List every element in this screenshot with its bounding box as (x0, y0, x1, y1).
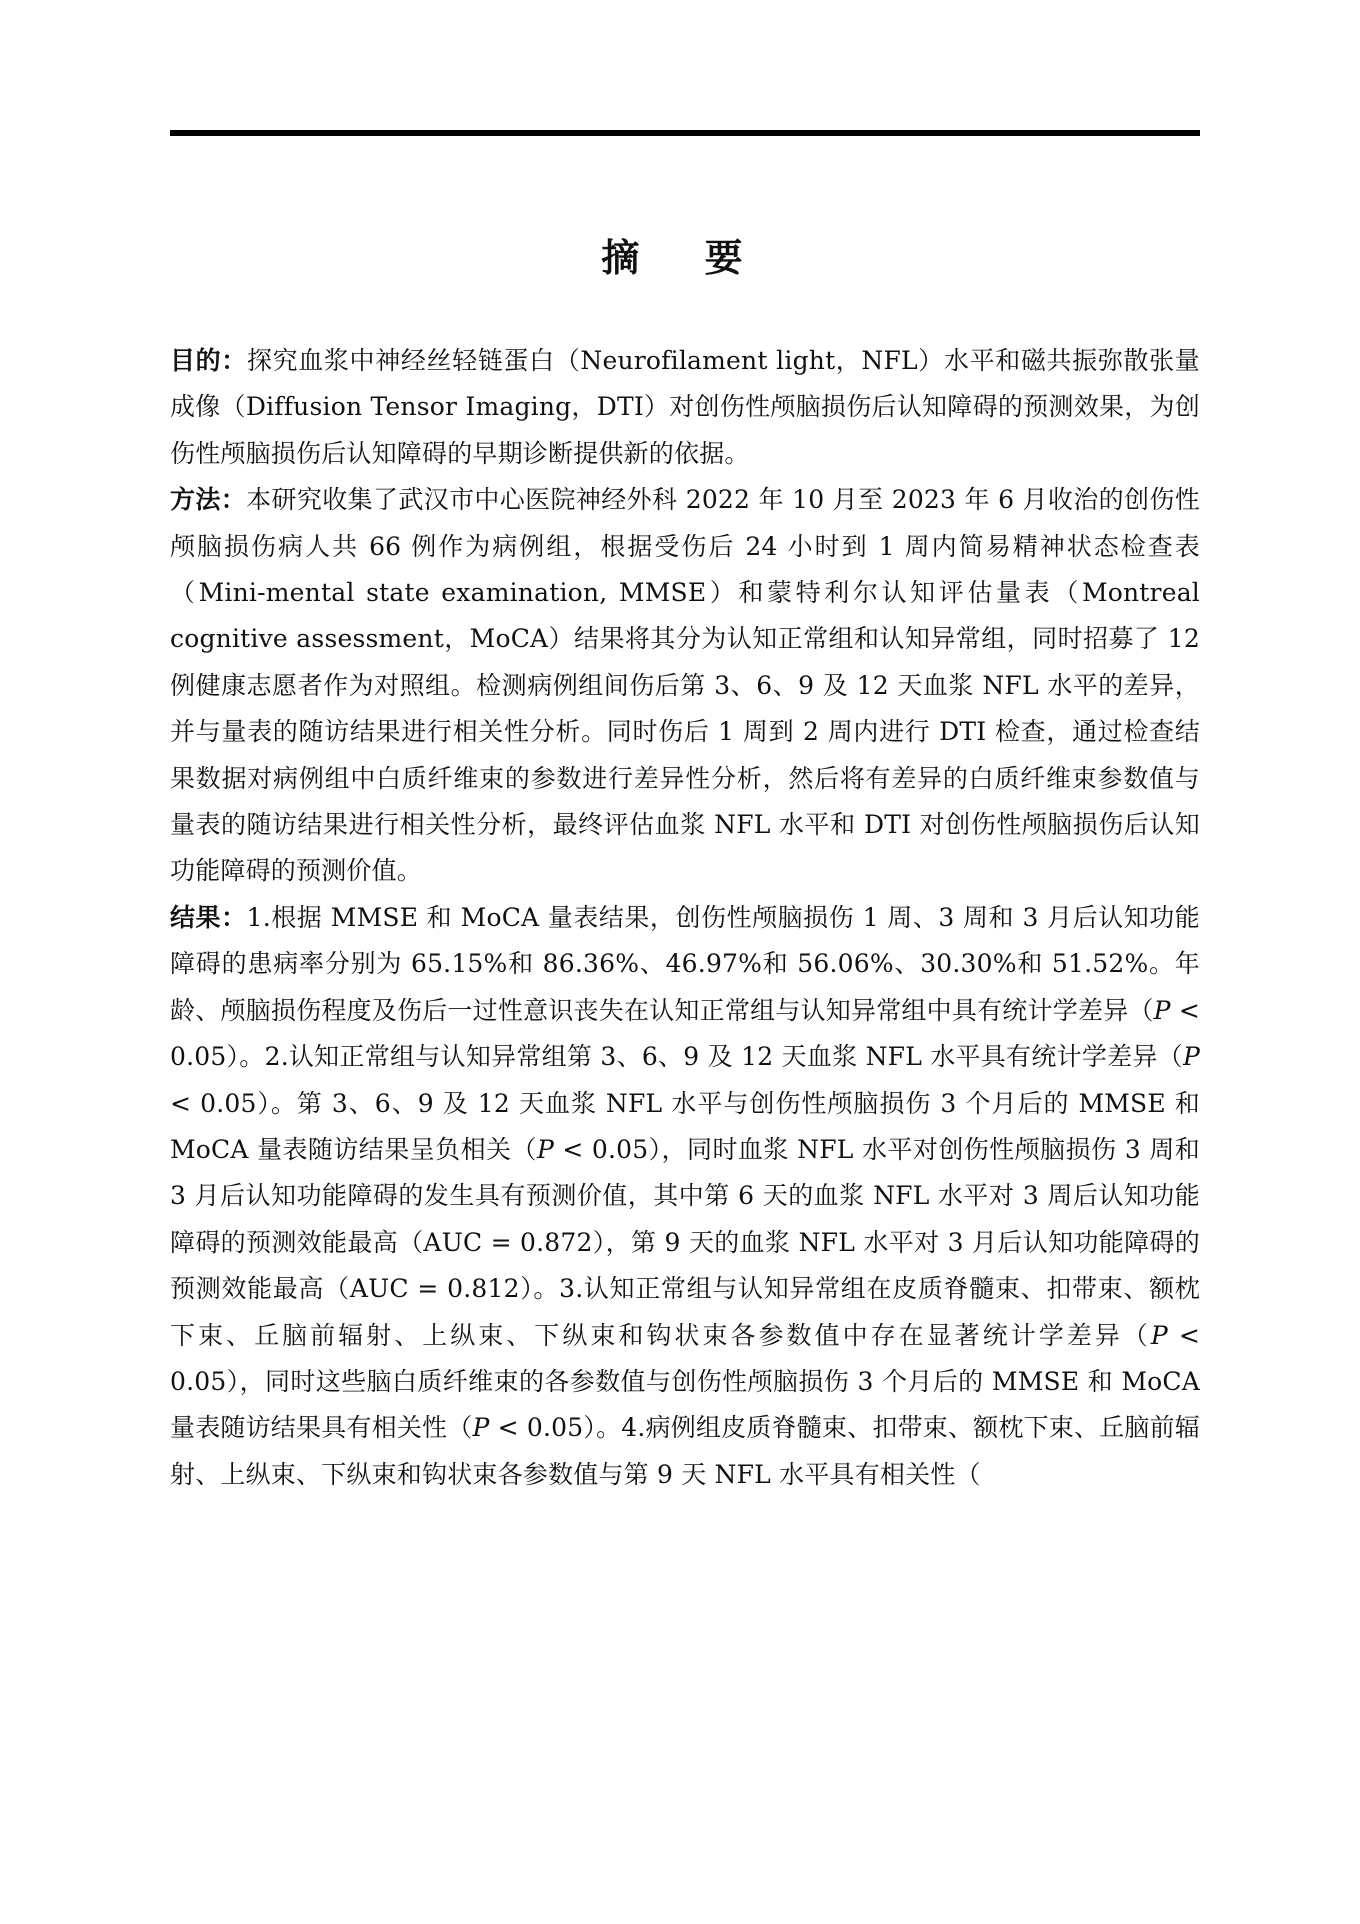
objective-text: 探究血浆中神经丝轻链蛋白（Neurofilament light，NFL）水平和磁共振弥散张量成像（Diffusion Tensor Imaging，DTI）对创伤性颅脑损伤后认知障碍的预测效果，为创伤性颅脑损伤后认知障碍的早期诊断提供新的依据。 (170, 346, 1200, 468)
results-label: 结果： (170, 902, 247, 932)
results-text-5: < 0.05），同时这些脑白质纤维束的各参数值与创伤性颅脑损伤 3 个月后的 MMSE 和 MoCA 量表随访结果具有相关性（ (170, 1320, 1200, 1443)
abstract-title: 摘 要 (601, 236, 769, 280)
methods-text: 本研究收集了武汉市中心医院神经外科 2022 年 10 月至 2023 年 6 月收治的创伤性颅脑损伤病人共 66 例作为病例组，根据受伤后 24 小时到 1 周内简易精神状态检查表（Mini-mental state examination, MMSE）和蒙特利尔认知评估量表（Montreal cognitive assessment，MoCA）结果将其分为认知正常组和认知异常组，同时招募了 12 例健康志愿者作为对照组。检测病例组间伤后第 3、6、9 及 12 天血浆 NFL 水平的差异，并与量表的随访结果进行相关性分析。同时伤后 1 周到 2 周内进行 DTI 检查，通过检查结果数据对病例组中白质纤维束的参数进行差异性分析，然后将有差异的白质纤维束参数值与量表的随访结果进行相关性分析，最终评估血浆 NFL 水平和 DTI 对创伤性颅脑损伤后认知功能障碍的预测价值。 (170, 485, 1200, 886)
results-text-1: 1.根据 MMSE 和 MoCA 量表结果，创伤性颅脑损伤 1 周、3 周和 3 月后认知功能障碍的患病率分别为 65.15%和 86.36%、46.97%和 56.06%、30.30%和 51.52%。年龄、颅脑损伤程度及伤后一过性意识丧失在认知正常组与认知异常组中具有统计学差异（ (170, 902, 1200, 1025)
objective-label: 目的： (170, 346, 247, 375)
p-value-symbol: P (472, 1413, 490, 1443)
p-value-symbol: P (1182, 1042, 1200, 1072)
results-text-4: < 0.05），同时血浆 NFL 水平对创伤性颅脑损伤 3 周和 3 月后认知功能障碍的发生具有预测价值，其中第 6 天的血浆 NFL 水平对 3 周后认知功能障碍的预测效能最高（AUC = 0.872），第 9 天的血浆 NFL 水平对 3 月后认知功能障碍的预测效能最高（AUC = 0.812）。3.认知正常组与认知异常组在皮质脊髓束、扣带束、额枕下束、丘脑前辐射、上纵束、下纵束和钩状束各参数值中存在显著统计学差异（ (170, 1134, 1200, 1350)
p-value-symbol: P (1153, 995, 1171, 1025)
top-rule (170, 130, 1200, 136)
methods-label: 方法： (170, 485, 247, 515)
results-text-2: < 0.05）。2.认知正常组与认知异常组第 3、6、9 及 12 天血浆 NFL 水平具有统计学差异（ (170, 995, 1201, 1072)
abstract-body (170, 338, 1200, 1498)
objective-paragraph (170, 338, 1200, 477)
p-value-symbol: P (536, 1134, 554, 1164)
results-paragraph (170, 895, 1200, 1498)
p-value-symbol: P (1150, 1320, 1168, 1350)
results-text-3: < 0.05）。第 3、6、9 及 12 天血浆 NFL 水平与创伤性颅脑损伤 3 个月后的 MMSE 和 MoCA 量表随访结果呈负相关（ (170, 1088, 1200, 1164)
methods-paragraph (170, 477, 1200, 895)
results-text-6: < 0.05）。4.病例组皮质脊髓束、扣带束、额枕下束、丘脑前辐射、上纵束、下纵束和钩状束各参数值与第 9 天 NFL 水平具有相关性（ (170, 1413, 1200, 1489)
